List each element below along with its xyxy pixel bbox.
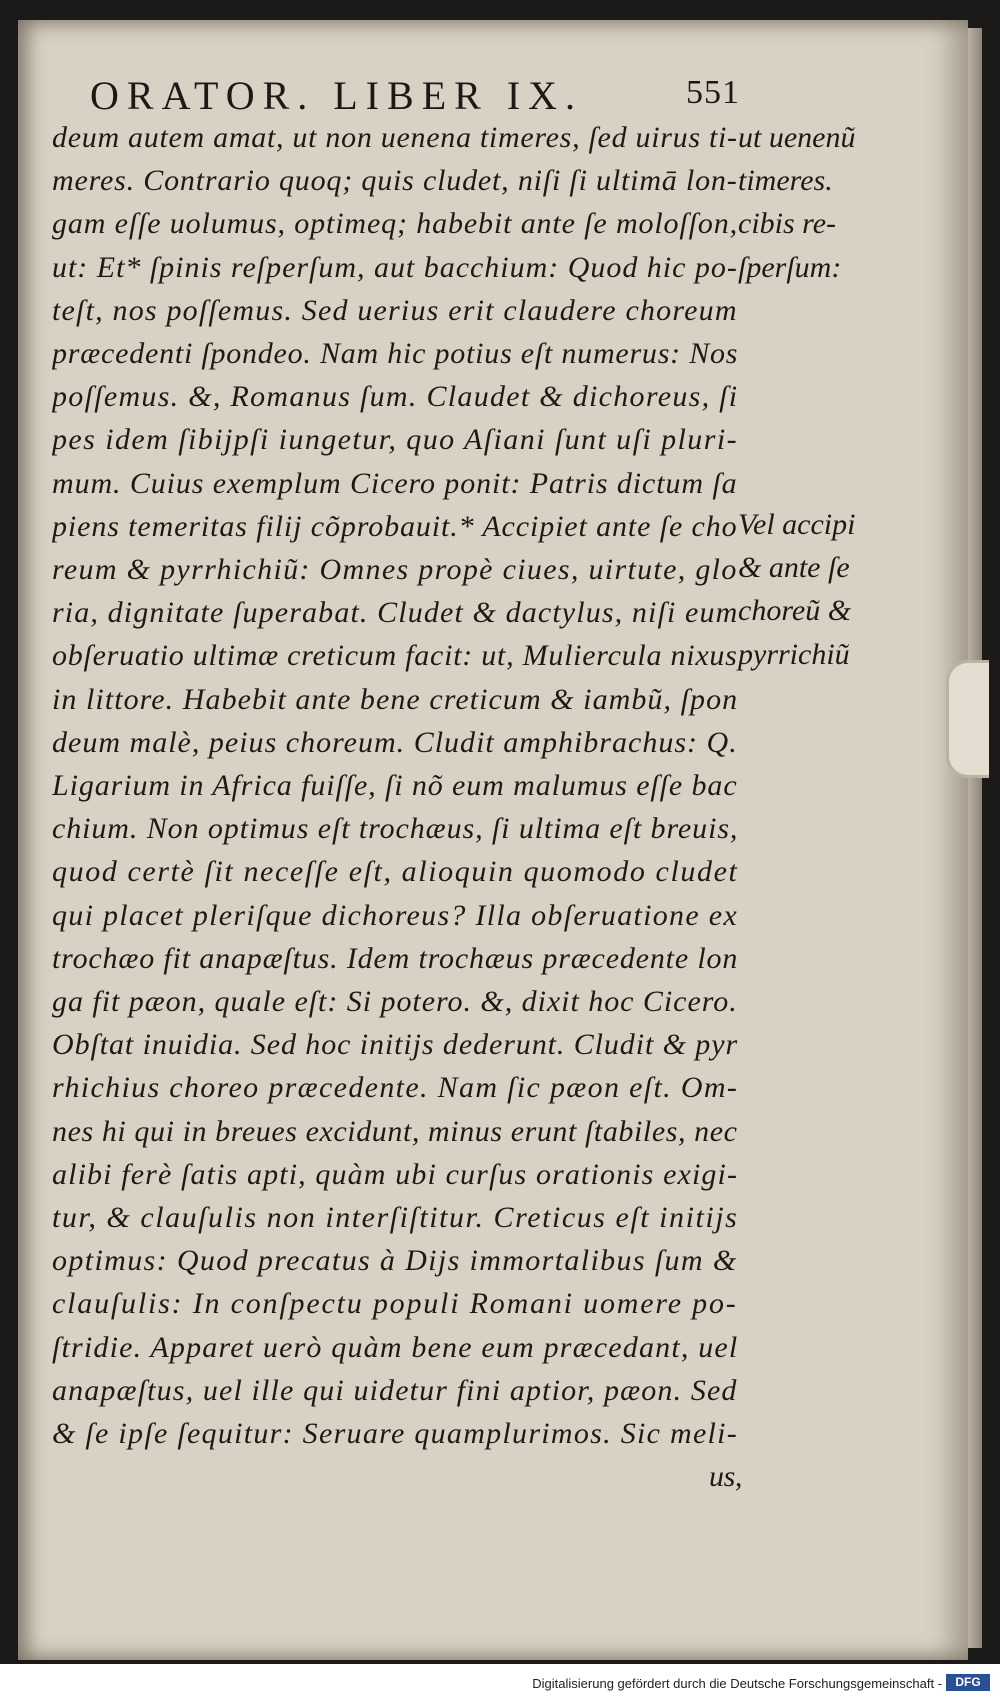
margin-note-line: timeres. (738, 164, 833, 198)
text-line: alibi ferè ſatis apti, quàm ubi curſus orationis exigi- (52, 1157, 738, 1191)
text-line: qui placet pleriſque dichoreus? Illa obſeruatione ex (52, 898, 738, 932)
text-line: chium. Non optimus eſt trochæus, ſi ultima eſt breuis, (52, 812, 738, 846)
running-head-title: ORATOR. LIBER IX. (90, 73, 584, 118)
running-head (90, 72, 740, 119)
text-line: trochæo fit anapæſtus. Idem trochæus præcedente lon (52, 941, 738, 975)
text-line: ria, dignitate ſuperabat. Cludet & dactylus, niſi eum (52, 596, 738, 630)
body-text (52, 116, 742, 1499)
text-line: pes idem ſibijpſi iungetur, quo Aſiani ſunt uſi pluri- (52, 423, 738, 457)
text-line: mum. Cuius exemplum Cicero ponit: Patris dictum ſa (52, 466, 738, 500)
text-line: optimus: Quod precatus à Dijs immortalibus ſum & (52, 1244, 738, 1278)
margin-note-1 (738, 116, 938, 202)
text-line: obſeruatio ultimæ creticum facit: ut, Muliercula nixus (52, 639, 738, 673)
margin-note-line: & ante ſe (738, 551, 850, 585)
text-line: tur, & clauſulis non interſiſtitur. Creticus eſt initijs (52, 1201, 738, 1235)
text-line: nes hi qui in breues excidunt, minus erunt ſtabiles, nec (52, 1114, 738, 1148)
text-line: reum & pyrrhichiũ: Omnes propè ciues, uirtute, glo (52, 553, 738, 587)
margin-note-line: pyrrichiũ (738, 637, 850, 671)
catchword: us, (709, 1460, 742, 1494)
text-line: quod certè ſit neceſſe eſt, alioquin quomodo cludet (52, 855, 738, 889)
text-line: ga fit pæon, quale eſt: Si potero. &, dixit hoc Cicero. (52, 985, 738, 1019)
margin-note-3 (738, 503, 855, 676)
text-line: meres. Contrario quoq; quis cludet, niſi ſi ultimā lon- (52, 164, 738, 198)
text-line: anapæſtus, uel ille qui uidetur fini aptior, pæon. Sed (52, 1373, 738, 1407)
text-line: Ligarium in Africa fuiſſe, ſi nõ eum malumus eſſe bac (52, 769, 738, 803)
margin-note-line: ſperſum: (738, 250, 842, 284)
text-line: piens temeritas filij cõprobauit.* Accipiet ante ſe cho (52, 509, 738, 543)
margin-note-line: ut uenenũ (738, 121, 856, 154)
text-line: teſt, nos poſſemus. Sed uerius erit claudere choreum (52, 293, 738, 327)
margin-note-line: cibis re- (738, 207, 837, 241)
text-line: rhichius choreo præcedente. Nam ſic pæon eſt. Om- (52, 1071, 738, 1105)
text-line: & ſe ipſe ſequitur: Seruare quamplurimos. Sic meli- (52, 1417, 738, 1451)
text-line: deum autem amat, ut non uenena timeres, ſed uirus ti- (52, 121, 738, 154)
margin-note-line: Vel accipi (738, 508, 856, 541)
page-edge (968, 28, 982, 1648)
text-line: ſtridie. Apparet uerò quàm bene eum præcedant, uel (52, 1330, 738, 1364)
text-line: deum malè, peius choreum. Cludit amphibrachus: Q. (52, 725, 738, 759)
text-line: in littore. Habebit ante bene creticum & iambũ, ſpon (52, 682, 738, 716)
footer-credit: Digitalisierung gefördert durch die Deutsche Forschungsgemeinschaft - (532, 1676, 942, 1691)
margin-notes (738, 116, 938, 671)
text-line: poſſemus. &, Romanus ſum. Claudet & dichoreus, ſi (52, 380, 738, 414)
text-line: præcedenti ſpondeo. Nam hic potius eſt numerus: Nos (52, 337, 738, 371)
page-number: 551 (686, 74, 740, 111)
margin-note-2 (738, 202, 938, 288)
text-line: clauſulis: In conſpectu populi Romani uomere po- (52, 1287, 738, 1321)
text-line: ut: Et* ſpinis reſperſum, aut bacchium: Quod hic po- (52, 250, 738, 284)
dfg-logo: DFG (946, 1674, 990, 1691)
text-line: Obſtat inuidia. Sed hoc initijs dederunt. Cludit & pyr (52, 1028, 738, 1062)
bookmark-tab (946, 660, 989, 778)
margin-note-line: choreũ & (738, 594, 852, 628)
text-line: gam eſſe uolumus, optimeq; habebit ante ſe moloſſon, (52, 207, 738, 241)
